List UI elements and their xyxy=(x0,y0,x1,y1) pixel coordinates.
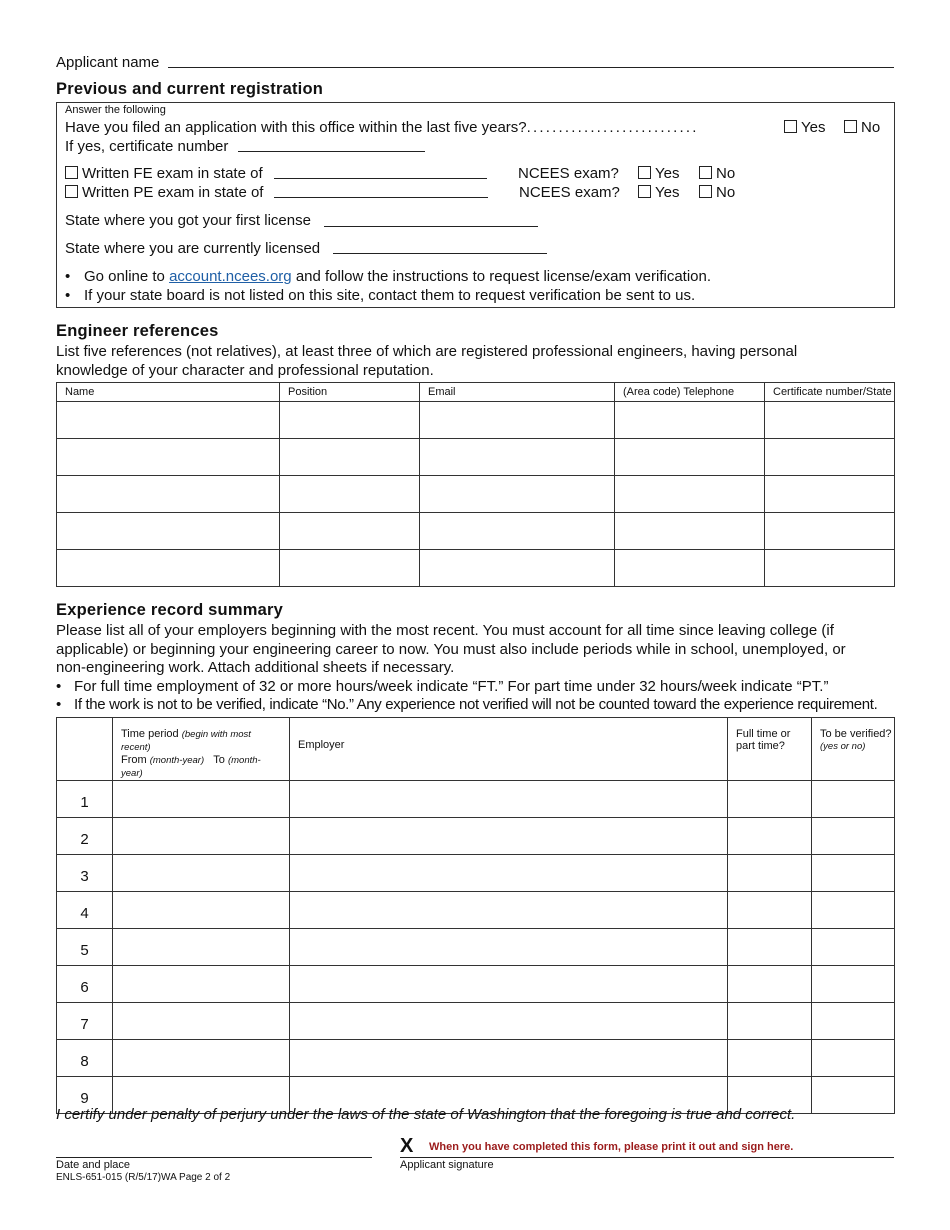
table-row xyxy=(57,550,895,587)
exp-ft-cell[interactable] xyxy=(728,1003,812,1040)
exp-ft-cell[interactable] xyxy=(728,781,812,818)
applicant-name-label: Applicant name xyxy=(56,54,160,71)
exp-ft-line2: part time? xyxy=(736,740,785,752)
exp-employer-cell[interactable] xyxy=(290,929,728,966)
exp-col-employer: Employer xyxy=(290,718,728,781)
fe-ncees-yes-checkbox[interactable] xyxy=(638,166,651,179)
exp-verify-cell[interactable] xyxy=(812,1040,895,1077)
exp-employer-cell[interactable] xyxy=(290,966,728,1003)
ref-position-cell[interactable] xyxy=(280,402,420,439)
row-number: 4 xyxy=(57,892,113,929)
sign-instruction: When you have completed this form, please print it out and sign here. xyxy=(429,1141,794,1153)
exp-verify-cell[interactable] xyxy=(812,1077,895,1114)
exp-employer-cell[interactable] xyxy=(290,818,728,855)
references-header-row xyxy=(57,383,895,402)
exp-col-time-period xyxy=(113,718,290,781)
table-row xyxy=(57,402,895,439)
ref-email-cell[interactable] xyxy=(420,402,615,439)
filed-yes-option[interactable] xyxy=(784,119,825,136)
filed-no-checkbox[interactable] xyxy=(844,120,857,133)
bullet-dot: • xyxy=(65,287,71,304)
exp-ft-cell[interactable] xyxy=(728,929,812,966)
current-license-label: State where you are currently licensed xyxy=(65,240,321,257)
row-number: 1 xyxy=(57,781,113,818)
exp-col-fulltime xyxy=(728,718,812,781)
row-number: 9 xyxy=(57,1077,113,1114)
experience-bullet-ft xyxy=(56,678,828,695)
pe-ncees-no[interactable] xyxy=(699,184,735,201)
ref-col-telephone: (Area code) Telephone xyxy=(615,383,765,402)
exp-verify-cell[interactable] xyxy=(812,818,895,855)
ref-email-cell[interactable] xyxy=(420,513,615,550)
exp-verify-cell[interactable] xyxy=(812,781,895,818)
ref-name-cell[interactable] xyxy=(57,513,280,550)
exp-from-label: From xyxy=(121,754,147,766)
fe-exam-checkbox[interactable] xyxy=(65,166,78,179)
exp-time-cell[interactable] xyxy=(113,818,290,855)
table-row xyxy=(57,781,895,818)
exp-verify-cell[interactable] xyxy=(812,929,895,966)
exp-verify-cell[interactable] xyxy=(812,966,895,1003)
table-row xyxy=(57,439,895,476)
fe-exam-label: Written FE exam in state of xyxy=(82,165,263,182)
first-license-label: State where you got your first license xyxy=(65,212,311,229)
fe-ncees-no-label: No xyxy=(716,165,736,182)
fe-ncees-label: NCEES exam? xyxy=(518,165,619,182)
signature-label: Applicant signature xyxy=(400,1159,494,1171)
exp-time-note: (begin with most recent) xyxy=(121,729,251,753)
current-license-field[interactable] xyxy=(333,253,547,254)
ref-phone-cell[interactable] xyxy=(615,476,765,513)
bullet1-pre: Go online to xyxy=(84,268,165,285)
bullet2-text: If your state board is not listed on this site, contact them to request verification be sent to us. xyxy=(84,287,696,304)
exp-time-cell[interactable] xyxy=(113,1040,290,1077)
experience-table xyxy=(56,717,895,1114)
row-number: 2 xyxy=(57,818,113,855)
row-number: 5 xyxy=(57,929,113,966)
table-row xyxy=(57,1003,895,1040)
table-row xyxy=(57,966,895,1003)
bullet-dot: • xyxy=(56,678,62,695)
bullet-state-board xyxy=(65,287,695,304)
exp-ft-cell[interactable] xyxy=(728,1040,812,1077)
bullet-dot: • xyxy=(56,696,61,713)
certification-statement: I certify under penalty of perjury under the laws of the state of Washington that the foregoing is true and correct. xyxy=(56,1106,796,1123)
exp-time-cell[interactable] xyxy=(113,966,290,1003)
ref-phone-cell[interactable] xyxy=(615,550,765,587)
row-number: 6 xyxy=(57,966,113,1003)
exp-time-cell[interactable] xyxy=(113,781,290,818)
exp-employer-cell[interactable] xyxy=(290,1040,728,1077)
ref-position-cell[interactable] xyxy=(280,476,420,513)
exp-ft-line1: Full time or xyxy=(736,728,791,740)
exp-time-cell[interactable] xyxy=(113,855,290,892)
ref-col-email: Email xyxy=(420,383,615,402)
pe-ncees-yes-checkbox[interactable] xyxy=(638,185,651,198)
fe-ncees-no-checkbox[interactable] xyxy=(699,166,712,179)
exp-col-verify xyxy=(812,718,895,781)
references-title: Engineer references xyxy=(56,322,219,340)
answer-label: Answer the following xyxy=(65,104,166,116)
experience-title: Experience record summary xyxy=(56,601,283,619)
cert-number-field[interactable] xyxy=(238,151,425,152)
ref-email-cell[interactable] xyxy=(420,476,615,513)
experience-bullet-verify xyxy=(56,696,877,713)
exp-verify-cell[interactable] xyxy=(812,892,895,929)
experience-bullet1-text: For full time employment of 32 or more hours/week indicate “FT.” For part time under 32 hours/week indicate “PT.” xyxy=(74,678,829,695)
fe-state-field[interactable] xyxy=(274,178,487,179)
signature-field[interactable] xyxy=(400,1157,894,1158)
exp-ft-cell[interactable] xyxy=(728,892,812,929)
pe-ncees-yes[interactable] xyxy=(638,184,679,201)
exp-ft-cell[interactable] xyxy=(728,855,812,892)
exp-employer-cell[interactable] xyxy=(290,781,728,818)
fe-ncees-yes-label: Yes xyxy=(655,165,680,182)
applicant-name-field[interactable] xyxy=(168,67,894,68)
references-intro-2: knowledge of your character and professional reputation. xyxy=(56,362,434,379)
cert-number-label: If yes, certificate number xyxy=(65,138,229,155)
ncees-account-link[interactable]: account.ncees.org xyxy=(169,268,292,285)
pe-exam-label: Written PE exam in state of xyxy=(82,184,264,201)
experience-intro-2: applicable) or beginning your engineering career to now. You must also include periods while in school, unemployed, or xyxy=(56,641,846,658)
table-row xyxy=(57,1040,895,1077)
table-row xyxy=(57,818,895,855)
bullet1-post: and follow the instructions to request license/exam verification. xyxy=(295,268,712,285)
experience-header-row xyxy=(57,718,895,781)
experience-intro-3: non-engineering work. Attach additional sheets if necessary. xyxy=(56,659,455,676)
exp-ft-cell[interactable] xyxy=(728,966,812,1003)
pe-ncees-label: NCEES exam? xyxy=(519,184,620,201)
ref-name-cell[interactable] xyxy=(57,476,280,513)
ref-col-certificate: Certificate number/State xyxy=(765,383,895,402)
leader-dots: ........................... xyxy=(526,119,699,136)
ref-phone-cell[interactable] xyxy=(615,439,765,476)
exp-time-cell[interactable] xyxy=(113,1003,290,1040)
table-row xyxy=(57,855,895,892)
pe-state-field[interactable] xyxy=(274,197,488,198)
ref-phone-cell[interactable] xyxy=(615,402,765,439)
fe-exam-option[interactable] xyxy=(65,165,263,182)
date-place-field[interactable] xyxy=(56,1157,372,1158)
exp-verify-line1: To be verified? xyxy=(820,728,892,740)
registration-title: Previous and current registration xyxy=(56,80,323,98)
exp-verify-line2: (yes or no) xyxy=(820,741,866,752)
form-id: ENLS-651-015 (R/5/17)WA Page 2 of 2 xyxy=(56,1172,231,1183)
ref-position-cell[interactable] xyxy=(280,513,420,550)
references-intro-1: List five references (not relatives), at least three of which are registered professional engineers, having personal xyxy=(56,343,798,360)
ref-col-name: Name xyxy=(57,383,280,402)
signature-x-mark: X xyxy=(400,1135,414,1157)
ref-position-cell[interactable] xyxy=(280,439,420,476)
exp-time-label: Time period xyxy=(121,728,179,740)
exp-time-cell[interactable] xyxy=(113,929,290,966)
exp-employer-cell[interactable] xyxy=(290,1003,728,1040)
ref-cert-cell[interactable] xyxy=(765,439,895,476)
ref-cert-cell[interactable] xyxy=(765,402,895,439)
exp-ft-cell[interactable] xyxy=(728,818,812,855)
pe-ncees-no-label: No xyxy=(716,184,736,201)
fe-ncees-yes[interactable] xyxy=(638,165,679,182)
table-row xyxy=(57,929,895,966)
exp-col-number xyxy=(57,718,113,781)
exp-time-cell[interactable] xyxy=(113,892,290,929)
pe-ncees-yes-label: Yes xyxy=(655,184,680,201)
bullet-ncees-online xyxy=(65,268,711,285)
ref-name-cell[interactable] xyxy=(57,439,280,476)
row-number: 3 xyxy=(57,855,113,892)
ref-name-cell[interactable] xyxy=(57,550,280,587)
ref-email-cell[interactable] xyxy=(420,439,615,476)
exp-employer-cell[interactable] xyxy=(290,892,728,929)
exp-from-format: (month-year) xyxy=(149,755,205,766)
references-table xyxy=(56,382,895,587)
pe-exam-checkbox[interactable] xyxy=(65,185,78,198)
ref-col-position: Position xyxy=(280,383,420,402)
table-row xyxy=(57,892,895,929)
filed-no-label: No xyxy=(861,119,881,136)
exp-verify-cell[interactable] xyxy=(812,855,895,892)
date-place-label: Date and place xyxy=(56,1159,130,1171)
ref-cert-cell[interactable] xyxy=(765,476,895,513)
ref-email-cell[interactable] xyxy=(420,550,615,587)
filed-question-text: Have you filed an application with this office within the last five years? xyxy=(65,119,527,136)
ref-cert-cell[interactable] xyxy=(765,513,895,550)
row-number: 8 xyxy=(57,1040,113,1077)
exp-to-label: To xyxy=(213,754,225,766)
filed-question xyxy=(65,119,699,136)
ref-phone-cell[interactable] xyxy=(615,513,765,550)
exp-employer-cell[interactable] xyxy=(290,855,728,892)
exp-verify-cell[interactable] xyxy=(812,1003,895,1040)
exp-to-format: (month-year) xyxy=(121,755,261,779)
bullet-dot: • xyxy=(65,268,71,285)
row-number: 7 xyxy=(57,1003,113,1040)
ref-name-cell[interactable] xyxy=(57,402,280,439)
table-row xyxy=(57,513,895,550)
fe-ncees-no[interactable] xyxy=(699,165,735,182)
pe-ncees-no-checkbox[interactable] xyxy=(699,185,712,198)
experience-intro-1: Please list all of your employers beginning with the most recent. You must account for all time since leaving college (if xyxy=(56,622,834,639)
pe-exam-option[interactable] xyxy=(65,184,263,201)
experience-bullet2-text: If the work is not to be verified, indicate “No.” Any experience not verified will not be counted toward the experience requirement. xyxy=(74,696,878,713)
ref-position-cell[interactable] xyxy=(280,550,420,587)
ref-cert-cell[interactable] xyxy=(765,550,895,587)
filed-yes-label: Yes xyxy=(801,119,826,136)
first-license-field[interactable] xyxy=(324,226,538,227)
filed-yes-checkbox[interactable] xyxy=(784,120,797,133)
table-row xyxy=(57,476,895,513)
filed-no-option[interactable] xyxy=(844,119,880,136)
